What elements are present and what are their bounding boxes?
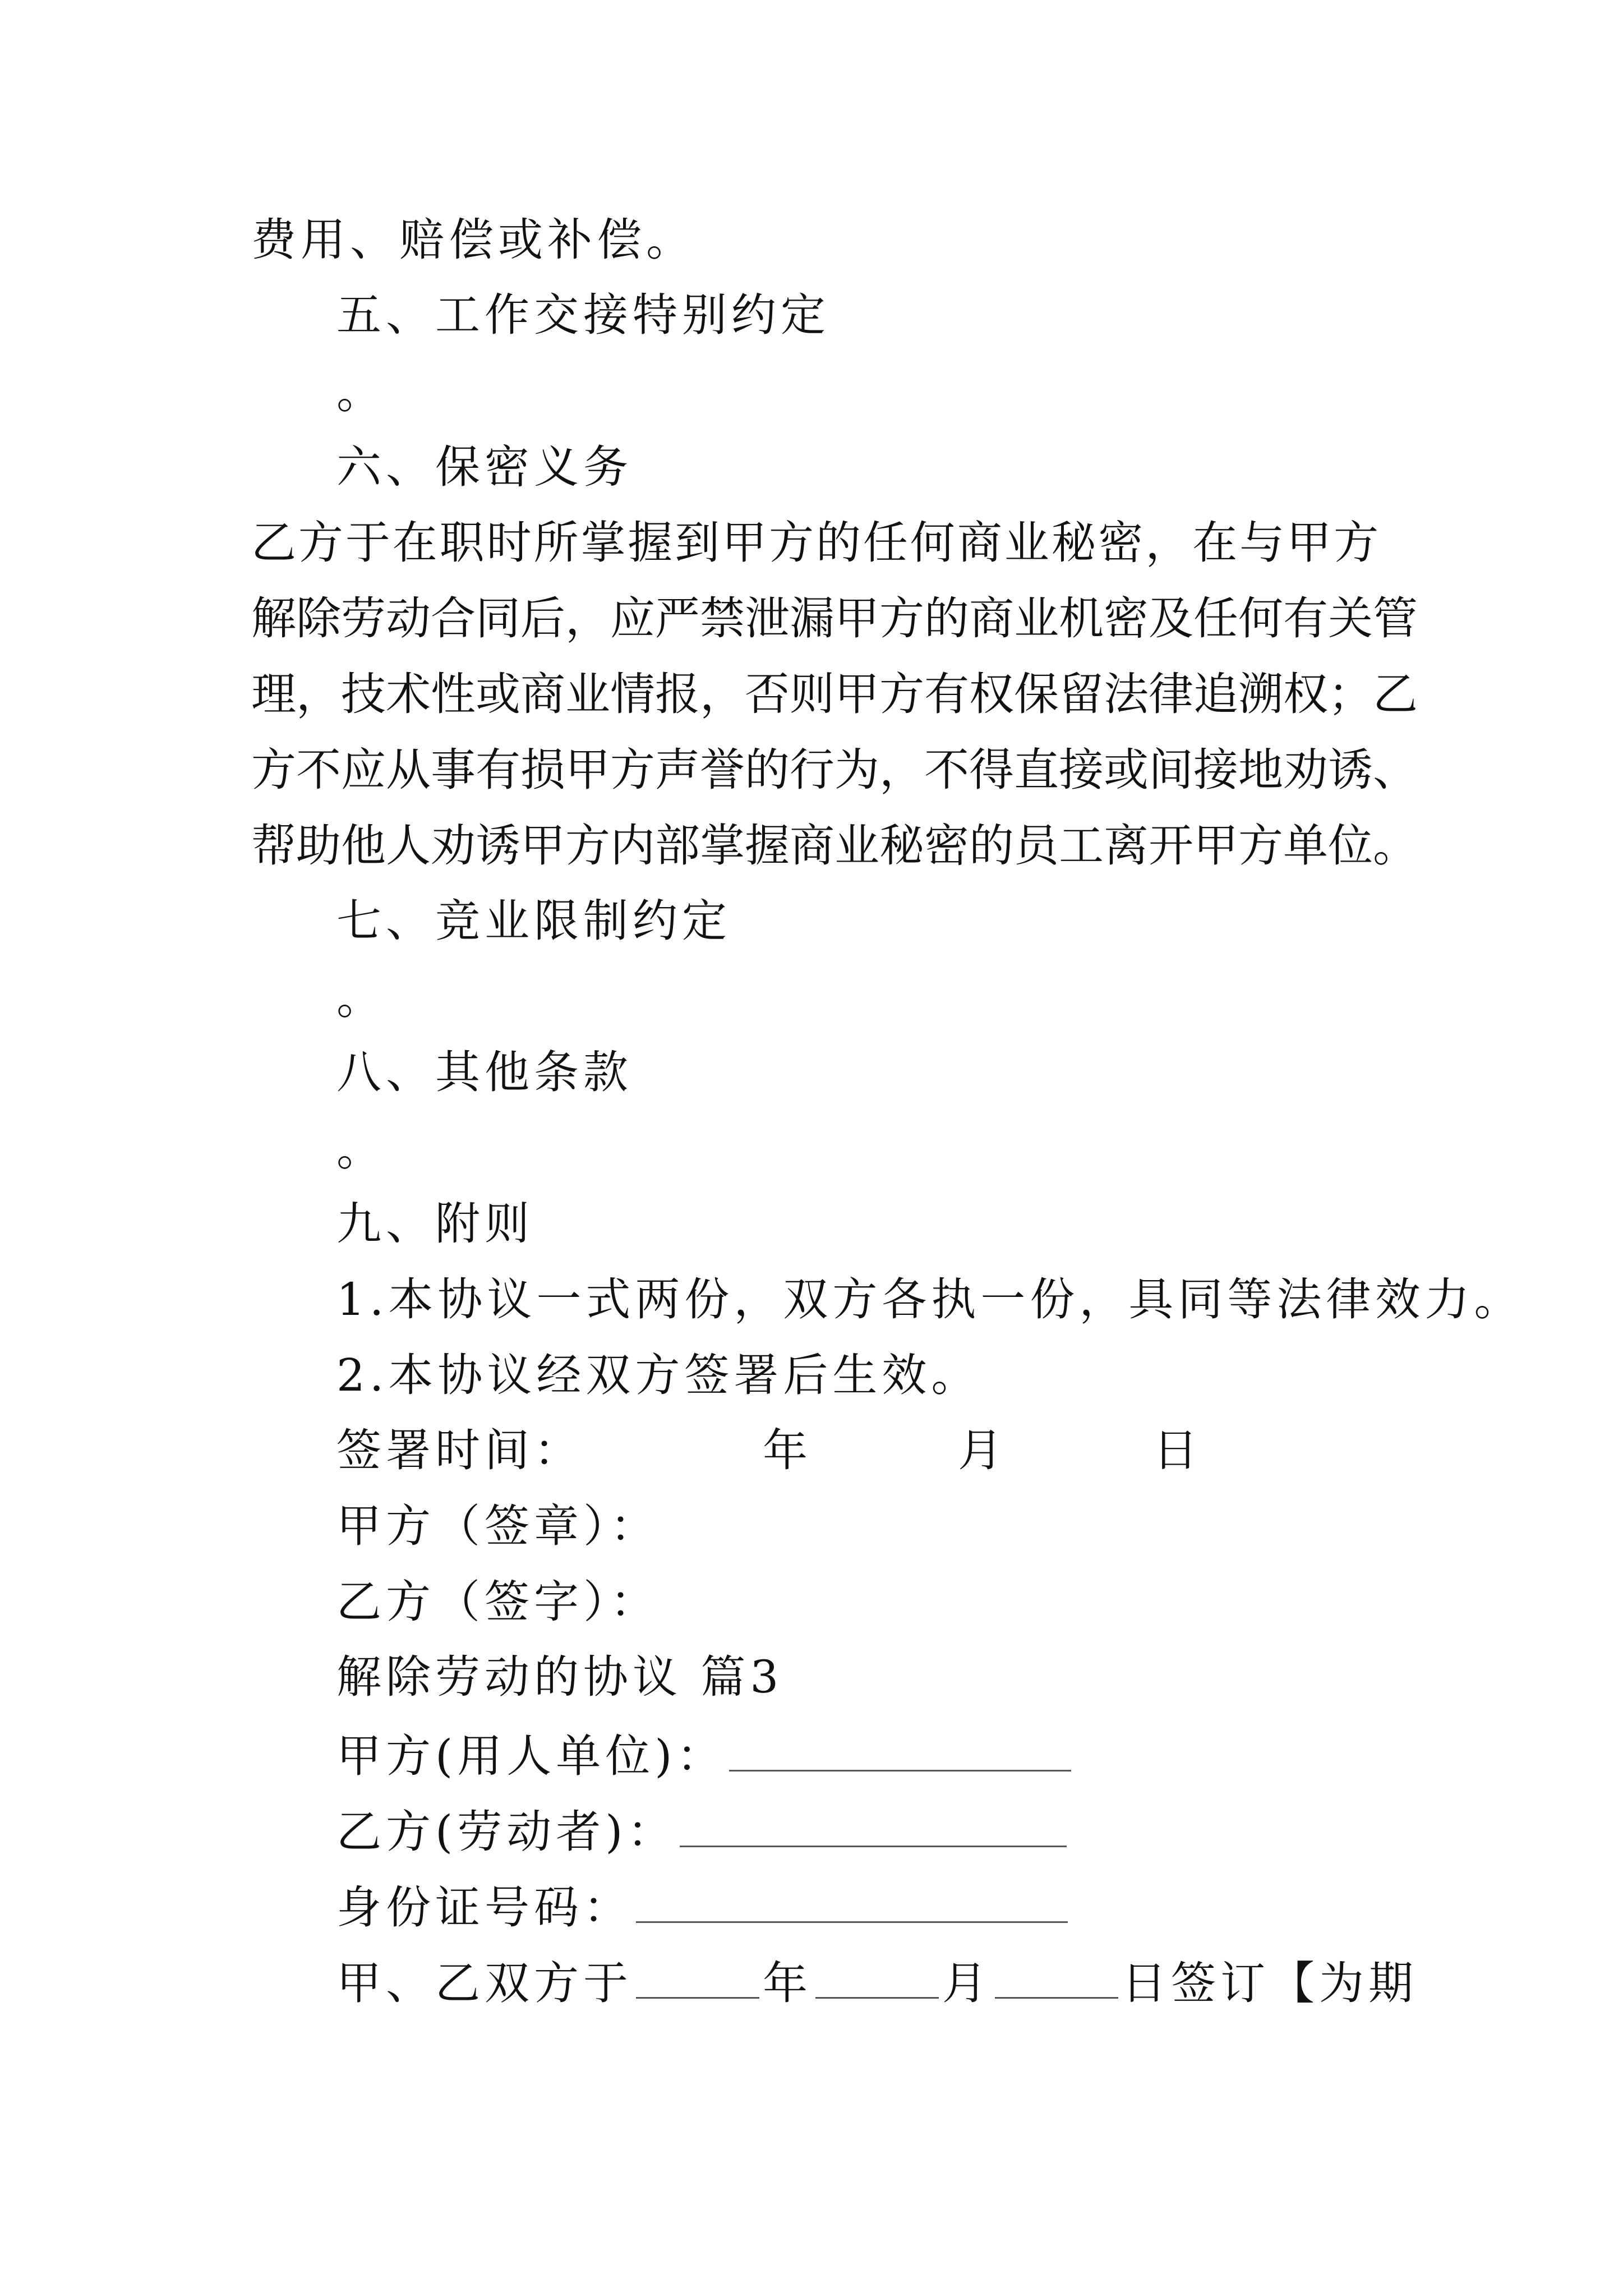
party-b-sign-label: 乙方（签字）：: [336, 1576, 660, 1628]
worker-line: [336, 1806, 1070, 1858]
section-heading: 九、附则: [336, 1198, 534, 1250]
paragraph-line: 解除劳动合同后，应严禁泄漏甲方的商业机密及任何有关管: [251, 592, 1418, 645]
signing-date-line: [336, 1957, 1418, 2009]
section-heading: 六、保密义务: [336, 441, 633, 493]
paragraph-line: 乙方于在职时所掌握到甲方的任何商业秘密，在与甲方: [251, 517, 1378, 569]
section-title: 解除劳动的协议 篇3: [336, 1651, 783, 1703]
sign-day: 日: [1153, 1424, 1202, 1476]
sign-time-label: 签署时间：: [336, 1424, 583, 1476]
paragraph-line: 理，技术性或商业情报，否则甲方有权保留法律追溯权；乙: [251, 668, 1418, 720]
section-heading: 五、工作交接特别约定: [336, 289, 830, 341]
worker-label: 乙方(劳动者)：: [336, 1806, 677, 1858]
party-a-sign-label: 甲方（签章）：: [336, 1500, 660, 1552]
section-heading: 八、其他条款: [336, 1046, 633, 1098]
sign-year: 年: [763, 1424, 812, 1476]
signing-year: 年: [763, 1957, 812, 2009]
year-blank[interactable]: [636, 1958, 759, 1999]
paragraph-line: 帮助他人劝诱甲方内部掌握商业秘密的员工离开甲方单位。: [251, 820, 1418, 872]
paragraph-line: 费用、赔偿或补偿。: [251, 214, 695, 266]
worker-blank[interactable]: [680, 1806, 1067, 1847]
paragraph-line: 。: [336, 972, 386, 1024]
employer-blank[interactable]: [729, 1731, 1071, 1772]
sign-month: 月: [958, 1424, 1007, 1476]
employer-line: [336, 1730, 1075, 1782]
signing-prefix: 甲、乙双方于: [336, 1957, 633, 2009]
month-blank[interactable]: [815, 1958, 939, 1999]
clause-line: 2.本协议经双方签署后生效。: [336, 1349, 981, 1401]
day-blank[interactable]: [995, 1958, 1118, 1999]
id-line: [336, 1881, 1071, 1934]
paragraph-line: 方不应从事有损甲方声誉的行为，不得直接或间接地劝诱、: [251, 744, 1418, 796]
clause-line: 1.本协议一式两份，双方各执一份，具同等法律效力。: [336, 1273, 1524, 1326]
sign-time-line: [336, 1424, 1202, 1476]
paragraph-line: 。: [336, 1124, 386, 1176]
id-blank[interactable]: [636, 1882, 1068, 1923]
employer-label: 甲方(用人单位)：: [336, 1730, 726, 1782]
signing-month: 月: [942, 1957, 992, 2009]
signing-day-suffix: 日签订【为期: [1122, 1957, 1418, 2009]
paragraph-line: 。: [336, 366, 386, 418]
id-label: 身份证号码：: [336, 1881, 633, 1934]
section-heading: 七、竞业限制约定: [336, 895, 731, 947]
